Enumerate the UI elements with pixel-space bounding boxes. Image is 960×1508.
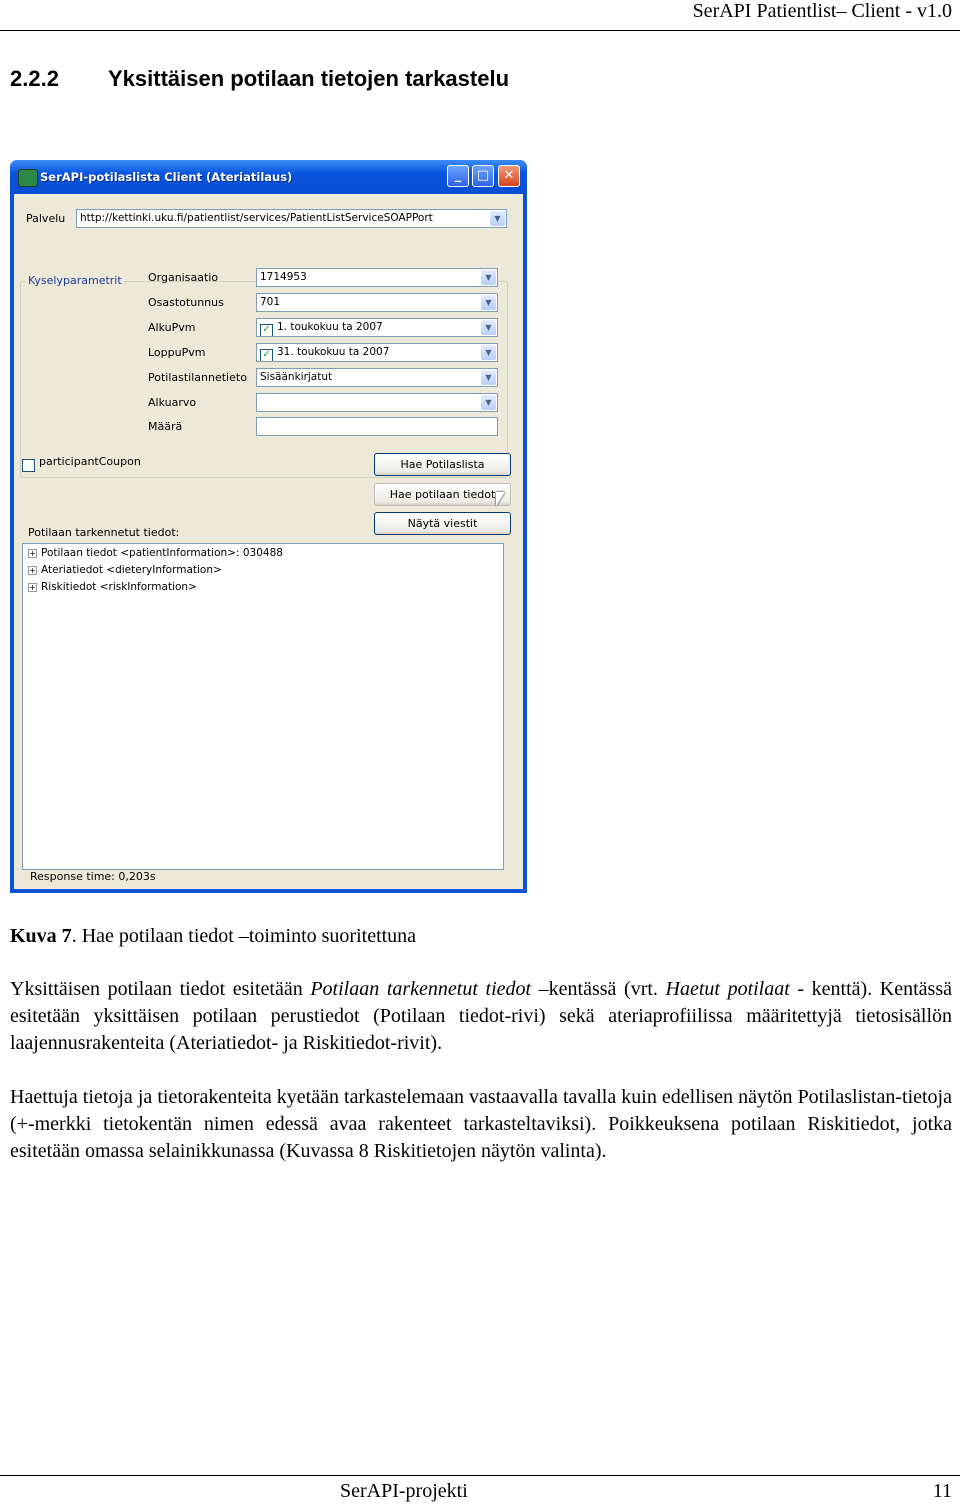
count-label: Määrä	[148, 420, 183, 433]
fetch-list-button[interactable]: Hae Potilaslista	[374, 453, 511, 476]
tree-item[interactable]	[28, 564, 222, 576]
paragraph-2: Haettuja tietoja ja tietorakenteita kyetään tarkastelemaan vastaavalla tavalla kuin edellisen näytön Potilaslistan-tietoja (+-merkki tietokentän nimen edessä avaa rakenteet tarkasteltaviksi). Poikkeuksena potilaan Riskitiedot, jotka esitetään omassa selainikkunassa (Kuvassa 8 Riskitietojen näytön valinta).	[10, 1086, 952, 1162]
start-value-select[interactable]	[256, 393, 498, 412]
chevron-down-icon[interactable]: ▼	[490, 211, 505, 226]
dept-select[interactable]	[256, 293, 498, 312]
participant-coupon-label: participantCoupon	[39, 455, 141, 468]
chevron-down-icon[interactable]: ▼	[481, 270, 496, 285]
org-value: 1714953	[260, 271, 307, 283]
p1-d: Haetut potilaat	[665, 978, 790, 1000]
minimize-button[interactable]: _	[447, 165, 469, 187]
paragraph-1	[10, 976, 952, 1057]
details-tree[interactable]	[22, 543, 504, 870]
start-date-label: AlkuPvm	[148, 321, 196, 334]
section-number: 2.2.2	[10, 66, 59, 91]
section-title: Yksittäisen potilaan tietojen tarkastelu	[108, 66, 510, 91]
window-client-area	[14, 194, 523, 889]
org-select[interactable]	[256, 268, 498, 287]
patient-status-value: Sisäänkirjatut	[260, 371, 333, 383]
section-heading	[10, 66, 509, 92]
chevron-down-icon[interactable]: ▼	[481, 295, 496, 310]
org-label: Organisaatio	[148, 271, 219, 284]
end-date-checkbox[interactable]: ✓	[260, 349, 273, 362]
p1-c: –kentässä (vrt.	[531, 978, 666, 1000]
p1-e: - kenttä). Kentässä esitetään yksittäisen potilaan perustiedot (Potilaan tiedot-rivi) sekä ateriaprofiilissa määritettyjä tietosisällön laajennusrakenteita (Ateriatiedot- ja Riskitiedot-rivit).	[10, 978, 952, 1054]
chevron-down-icon[interactable]: ▼	[481, 320, 496, 335]
header-rule	[0, 30, 960, 31]
dept-value: 701	[260, 296, 281, 308]
dept-label: Osastotunnus	[148, 296, 224, 309]
tree-item-label: Riskitiedot <riskInformation>	[41, 581, 197, 593]
patient-status-label: Potilastilannetieto	[148, 371, 247, 384]
patient-status-select[interactable]	[256, 368, 498, 387]
close-button[interactable]: ✕	[498, 165, 520, 187]
chevron-down-icon[interactable]: ▼	[481, 395, 496, 410]
expand-icon[interactable]: +	[29, 549, 36, 558]
mouse-cursor-icon	[496, 492, 505, 506]
app-icon	[18, 169, 38, 187]
end-date-label: LoppuPvm	[148, 346, 206, 359]
app-window	[10, 160, 527, 893]
end-date-value: 31. toukokuu ta 2007	[277, 346, 390, 358]
response-time: Response time: 0,203s	[30, 870, 156, 883]
caption-label: Kuva 7	[10, 925, 72, 947]
details-label: Potilaan tarkennetut tiedot:	[28, 526, 180, 539]
tree-item[interactable]	[28, 581, 197, 593]
participant-coupon[interactable]	[22, 455, 141, 472]
expand-icon[interactable]: +	[29, 583, 36, 592]
figure-caption	[10, 925, 416, 948]
caption-text: . Hae potilaan tiedot –toiminto suoritettuna	[71, 925, 417, 947]
chevron-down-icon[interactable]: ▼	[481, 370, 496, 385]
show-messages-button[interactable]: Näytä viestit	[374, 512, 511, 535]
window-titlebar[interactable]	[10, 160, 527, 194]
end-date-picker[interactable]	[256, 343, 498, 362]
fetch-patient-button[interactable]: Hae potilaan tiedot	[374, 483, 511, 506]
start-date-value: 1. toukokuu ta 2007	[277, 321, 383, 333]
footer-rule	[0, 1475, 960, 1476]
start-date-picker[interactable]	[256, 318, 498, 337]
service-select[interactable]	[76, 209, 507, 228]
participant-coupon-checkbox[interactable]	[22, 459, 35, 472]
tree-item-label: Ateriatiedot <dieteryInformation>	[41, 564, 222, 576]
p1-a: Yksittäisen potilaan tiedot esitetään	[10, 978, 311, 1000]
tree-item[interactable]	[28, 547, 283, 559]
service-label: Palvelu	[26, 212, 66, 225]
tree-item-label: Potilaan tiedot <patientInformation>: 030488	[41, 547, 283, 559]
expand-icon[interactable]: +	[29, 566, 36, 575]
maximize-button[interactable]: □	[472, 165, 494, 187]
page-number: 11	[932, 1480, 952, 1502]
p1-b: Potilaan tarkennetut tiedot	[310, 978, 532, 1000]
start-date-checkbox[interactable]: ✓	[260, 324, 273, 337]
window-title: SerAPI-potilaslista Client (Ateriatilaus)	[40, 170, 293, 184]
footer-project: SerAPI-projekti	[340, 1480, 468, 1502]
service-value: http://kettinki.uku.fi/patientlist/services/PatientListServiceSOAPPort	[80, 212, 433, 224]
chevron-down-icon[interactable]: ▼	[481, 345, 496, 360]
query-params-title: Kyselyparametrit	[28, 274, 122, 287]
start-value-label: Alkuarvo	[148, 396, 197, 409]
document-header: SerAPI Patientlist– Client - v1.0	[692, 0, 952, 22]
count-input[interactable]	[256, 417, 498, 436]
